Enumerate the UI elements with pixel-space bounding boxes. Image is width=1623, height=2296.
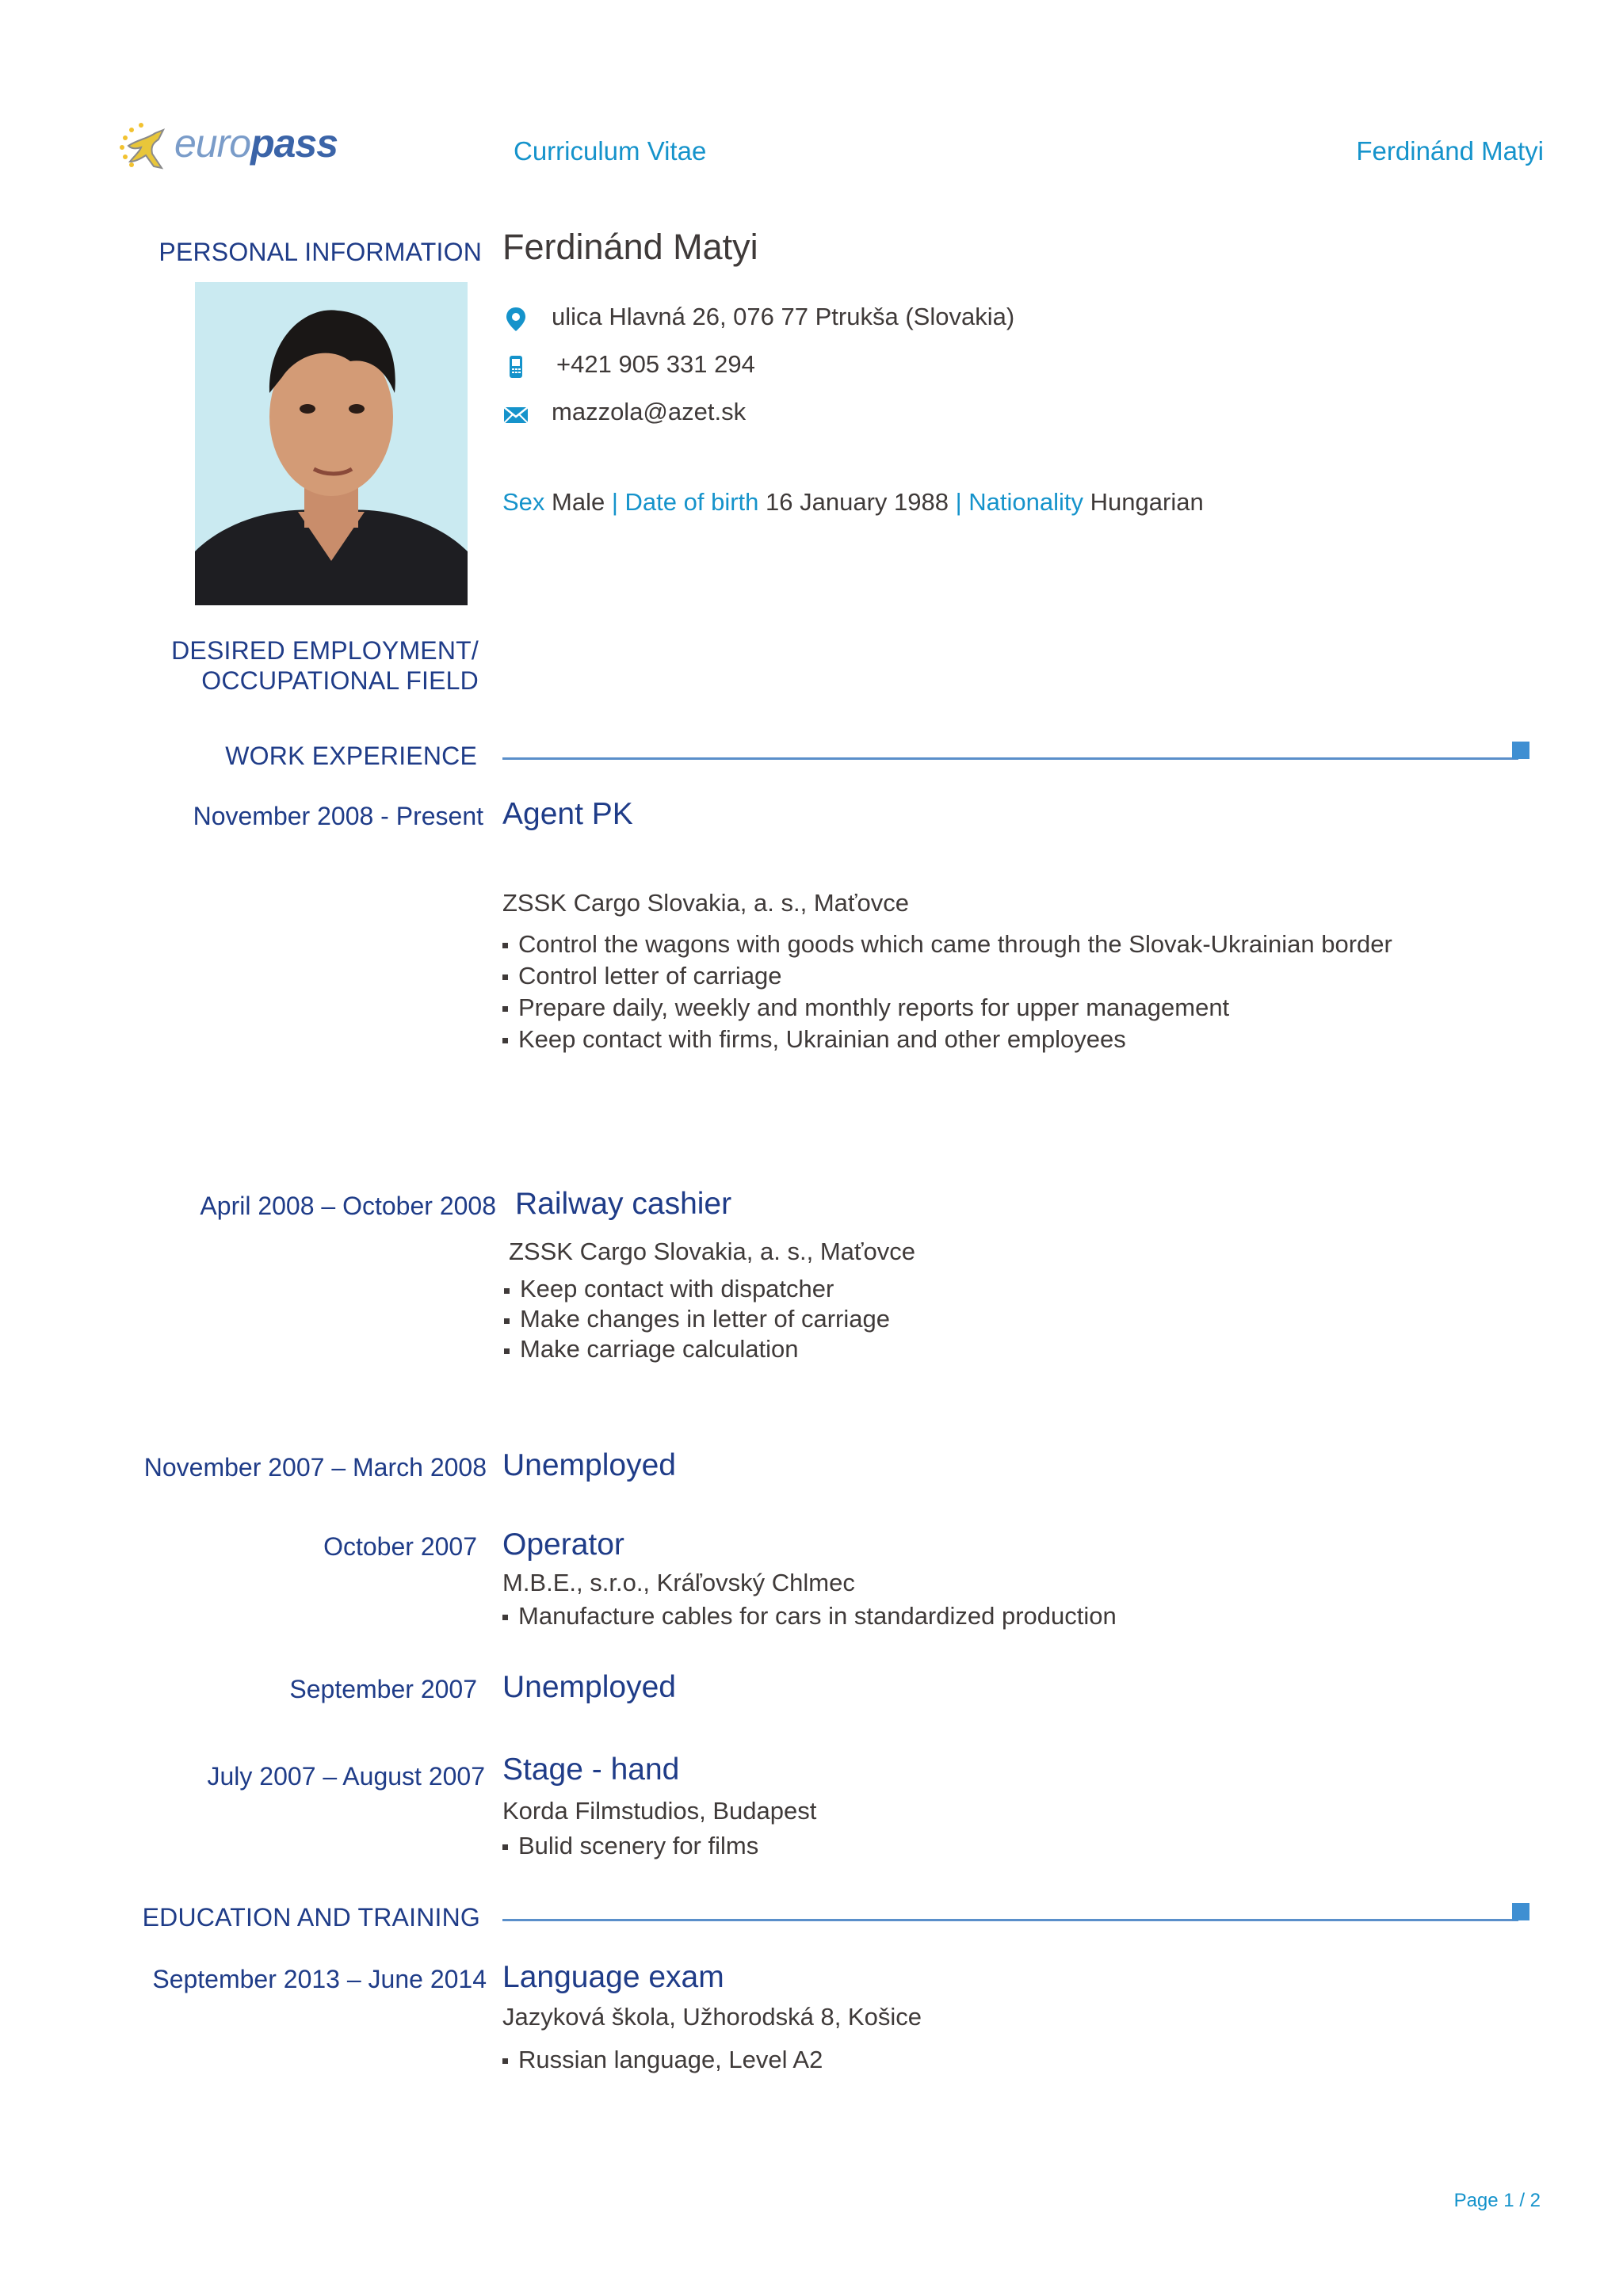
desired-employment-line2: OCCUPATIONAL FIELD <box>201 666 479 695</box>
job-3-date: November 2007 – March 2008 <box>143 1453 487 1482</box>
job-6-title: Stage - hand <box>502 1753 680 1787</box>
desired-employment-line1: DESIRED EMPLOYMENT/ <box>171 636 479 665</box>
education-1-school: Jazyková škola, Užhorodská 8, Košice <box>502 2003 922 2031</box>
europass-wordmark <box>174 120 338 166</box>
education-1-bullets <box>502 2044 823 2076</box>
full-name: Ferdinánd Matyi <box>502 227 758 267</box>
job-3-title: Unemployed <box>502 1448 676 1482</box>
mobile-phone-icon <box>502 353 529 380</box>
list-item: Keep contact with firms, Ukrainian and other employees <box>502 1024 1392 1055</box>
job-2-bullets <box>504 1274 890 1364</box>
education-training-label: EDUCATION AND TRAINING <box>142 1903 480 1932</box>
work-experience-rule <box>502 757 1518 760</box>
dob-value: 16 January 1988 <box>766 488 949 516</box>
job-2-title: Railway cashier <box>515 1187 732 1221</box>
logo-pass-text: pass <box>250 121 338 166</box>
list-item: Keep contact with dispatcher <box>504 1274 890 1304</box>
list-item: Russian language, Level A2 <box>502 2044 823 2076</box>
personal-details-line <box>502 488 1204 517</box>
sex-label: Sex <box>502 488 545 516</box>
job-4-title: Operator <box>502 1527 624 1562</box>
job-6-bullets <box>502 1830 758 1862</box>
list-item: Control letter of carriage <box>502 960 1392 992</box>
job-1-title: Agent PK <box>502 797 633 831</box>
dob-label: | Date of birth <box>611 488 759 516</box>
personal-information-label: PERSONAL INFORMATION <box>158 238 482 266</box>
education-1-date: September 2013 – June 2014 <box>152 1965 487 1993</box>
envelope-icon <box>502 401 529 428</box>
work-experience-rule-marker <box>1512 742 1529 759</box>
nationality-value: Hungarian <box>1090 488 1204 516</box>
job-6-employer: Korda Filmstudios, Budapest <box>502 1797 817 1825</box>
list-item: Manufacture cables for cars in standardized production <box>502 1600 1117 1632</box>
list-item: Bulid scenery for films <box>502 1830 758 1862</box>
job-2-date: April 2008 – October 2008 <box>200 1192 496 1220</box>
logo-euro-text: euro <box>174 121 251 166</box>
education-rule-marker <box>1512 1903 1529 1920</box>
job-4-date: October 2007 <box>323 1532 477 1561</box>
list-item: Prepare daily, weekly and monthly reports for upper management <box>502 992 1392 1024</box>
job-5-date: September 2007 <box>289 1675 477 1703</box>
job-2-employer: ZSSK Cargo Slovakia, a. s., Maťovce <box>509 1238 915 1265</box>
education-rule <box>502 1919 1518 1921</box>
nationality-label: | Nationality <box>955 488 1084 516</box>
job-1-bullets <box>502 929 1392 1055</box>
list-item: Control the wagons with goods which came through the Slovak-Ukrainian border <box>502 929 1392 960</box>
desired-employment-label <box>171 635 479 696</box>
job-1-employer: ZSSK Cargo Slovakia, a. s., Maťovce <box>502 889 909 917</box>
phone-text: +421 905 331 294 <box>556 350 755 378</box>
job-4-employer: M.B.E., s.r.o., Kráľovský Chlmec <box>502 1569 855 1596</box>
list-item: Make changes in letter of carriage <box>504 1304 890 1334</box>
email-text: mazzola@azet.sk <box>552 398 747 425</box>
job-5-title: Unemployed <box>502 1670 676 1704</box>
list-item: Make carriage calculation <box>504 1334 890 1364</box>
europass-star-figure-icon <box>114 116 178 179</box>
job-1-date: November 2008 - Present <box>193 802 483 830</box>
education-1-title: Language exam <box>502 1960 724 1994</box>
header-cv-title: Curriculum Vitae <box>514 136 707 166</box>
job-4-bullets <box>502 1600 1117 1632</box>
page-number: Page 1 / 2 <box>1453 2190 1541 2211</box>
header-name: Ferdinánd Matyi <box>1356 136 1544 166</box>
profile-photo <box>195 282 468 605</box>
location-pin-icon <box>502 306 529 333</box>
address-text: ulica Hlavná 26, 076 77 Ptrukša (Slovakia) <box>552 303 1015 330</box>
job-6-date: July 2007 – August 2007 <box>207 1762 485 1791</box>
europass-logo <box>114 116 336 179</box>
sex-value: Male <box>552 488 605 516</box>
work-experience-label: WORK EXPERIENCE <box>225 742 477 770</box>
